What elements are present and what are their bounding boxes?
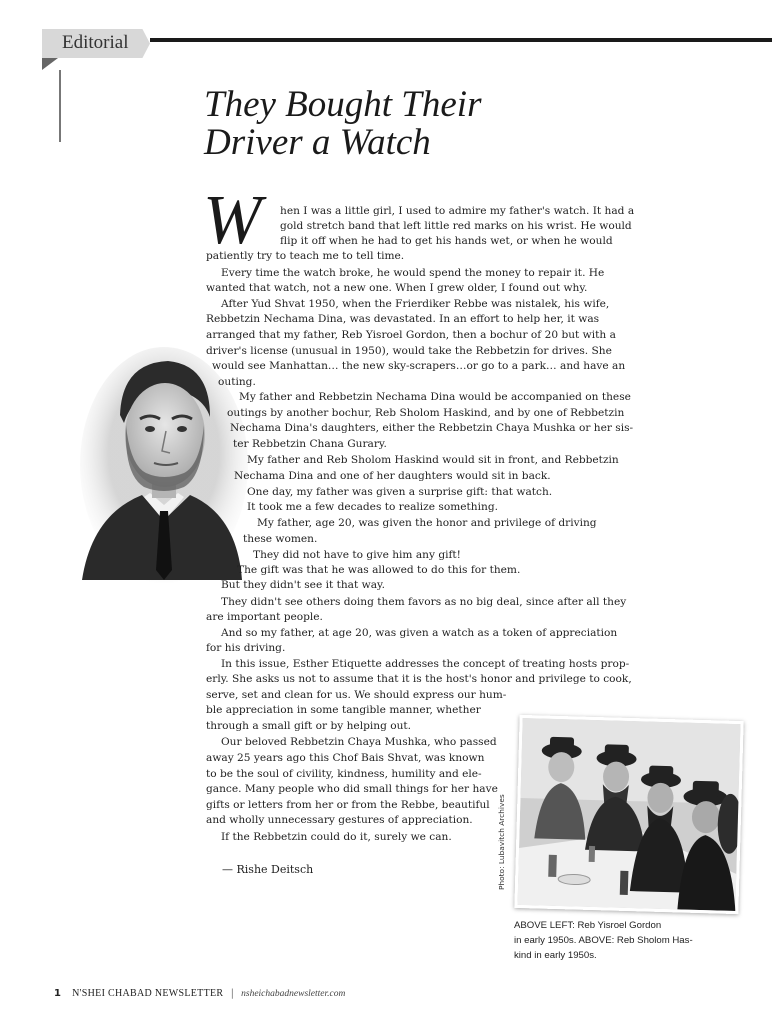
body-line: Our beloved Rebbetzin Chaya Mushka, who passed [221, 736, 497, 748]
body-line: Nechama Dina and one of her daughters would sit in back. [234, 470, 551, 482]
body-line: They did not have to give him any gift! [253, 549, 461, 561]
page-footer [54, 988, 345, 999]
section-marker-line [59, 70, 61, 142]
body-line: hen I was a little girl, I used to admire my father's watch. It had a [280, 205, 635, 217]
body-line: If the Rebbetzin could do it, surely we can. [221, 831, 452, 843]
body-line: arranged that my father, Reb Yisroel Gordon, then a bochur of 20 but with a [206, 329, 616, 341]
body-line: gance. Many people who did small things for her have [206, 783, 498, 795]
body-line: ble appreciation in some tangible manner, whether [206, 704, 481, 716]
body-line: ter Rebbetzin Chana Gurary. [233, 438, 387, 450]
body-line: Rebbetzin Nechama Dina, was devastated. In an effort to help her, it was [206, 313, 600, 325]
body-line: would see Manhattan… the new sky-scrapers…or go to a park… and have an [212, 360, 626, 372]
caption-line: in early 1950s. ABOVE: Reb Sholom Has- [514, 935, 693, 946]
body-line: erly. She asks us not to assume that it is the host's honor and privilege to cook, [206, 673, 632, 685]
body-line: One day, my father was given a surprise gift: that watch. [247, 486, 553, 498]
body-line: for his driving. [206, 642, 286, 654]
header-rule [150, 38, 772, 42]
photo-caption [514, 918, 724, 963]
body-line: away 25 years ago this Chof Bais Shvat, was known [206, 752, 485, 764]
author-signoff: — Rishe Deitsch [222, 863, 314, 876]
body-line: driver's license (unusual in 1950), would take the Rebbetzin for drives. She [206, 345, 612, 357]
body-line: serve, set and clean for us. We should express our hum- [206, 689, 507, 701]
body-line: The gift was that he was allowed to do this for them. [237, 564, 521, 576]
page-number: 1 [54, 988, 61, 999]
body-line: through a small gift or by helping out. [206, 720, 412, 732]
body-line: And so my father, at age 20, was given a watch as a token of appreciation [221, 627, 618, 639]
body-line: these women. [243, 533, 318, 545]
body-line: After Yud Shvat 1950, when the Frierdiker Rebbe was nistalek, his wife, [221, 298, 610, 310]
section-label: Editorial [62, 32, 129, 53]
caption-line: kind in early 1950s. [514, 950, 597, 961]
body-line: It took me a few decades to realize something. [247, 501, 498, 513]
body-line: outings by another bochur, Reb Sholom Haskind, and by one of Rebbetzin [227, 407, 625, 419]
section-tab-fold [42, 58, 58, 70]
body-line: My father, age 20, was given the honor and privilege of driving [257, 517, 597, 529]
drop-cap: W [203, 182, 262, 259]
body-line: flip it off when he had to get his hands wet, or when he would [280, 235, 613, 247]
body-line: gifts or letters from her or from the Rebbe, beautiful [206, 799, 490, 811]
title-line-2: Driver a Watch [204, 122, 431, 163]
body-line: are important people. [206, 611, 323, 623]
body-line: Nechama Dina's daughters, either the Rebbetzin Chaya Mushka or her sis- [230, 422, 634, 434]
publication-url[interactable]: nsheichabadnewsletter.com [241, 989, 346, 999]
photo-credit: Photo: Lubavitch Archives [497, 794, 506, 890]
body-line: and wholly unnecessary gestures of appreciation. [206, 814, 473, 826]
body-line: patiently try to teach me to tell time. [206, 250, 405, 262]
publication-name: N'SHEI CHABAD NEWSLETTER [72, 988, 224, 999]
body-line: to be the soul of civility, kindness, humility and ele- [206, 768, 482, 780]
group-photo [514, 715, 743, 914]
caption-line: ABOVE LEFT: Reb Yisroel Gordon [514, 920, 662, 931]
body-line: But they didn't see it that way. [221, 579, 385, 591]
footer-separator: | [230, 988, 234, 999]
body-line: My father and Rebbetzin Nechama Dina would be accompanied on these [239, 391, 631, 403]
article-title [204, 86, 481, 162]
title-line-1: They Bought Their [204, 84, 482, 125]
body-line: wanted that watch, not a new one. When I grew older, I found out why. [206, 282, 588, 294]
body-line: gold stretch band that left little red marks on his wrist. He would [280, 220, 632, 232]
body-line: My father and Reb Sholom Haskind would sit in front, and Rebbetzin [247, 454, 619, 466]
body-line: Every time the watch broke, he would spend the money to repair it. He [221, 267, 605, 279]
body-line: They didn't see others doing them favors as no big deal, since after all they [221, 596, 627, 608]
body-line: outing. [218, 376, 256, 388]
body-line: In this issue, Esther Etiquette addresses the concept of treating hosts prop- [221, 658, 630, 670]
